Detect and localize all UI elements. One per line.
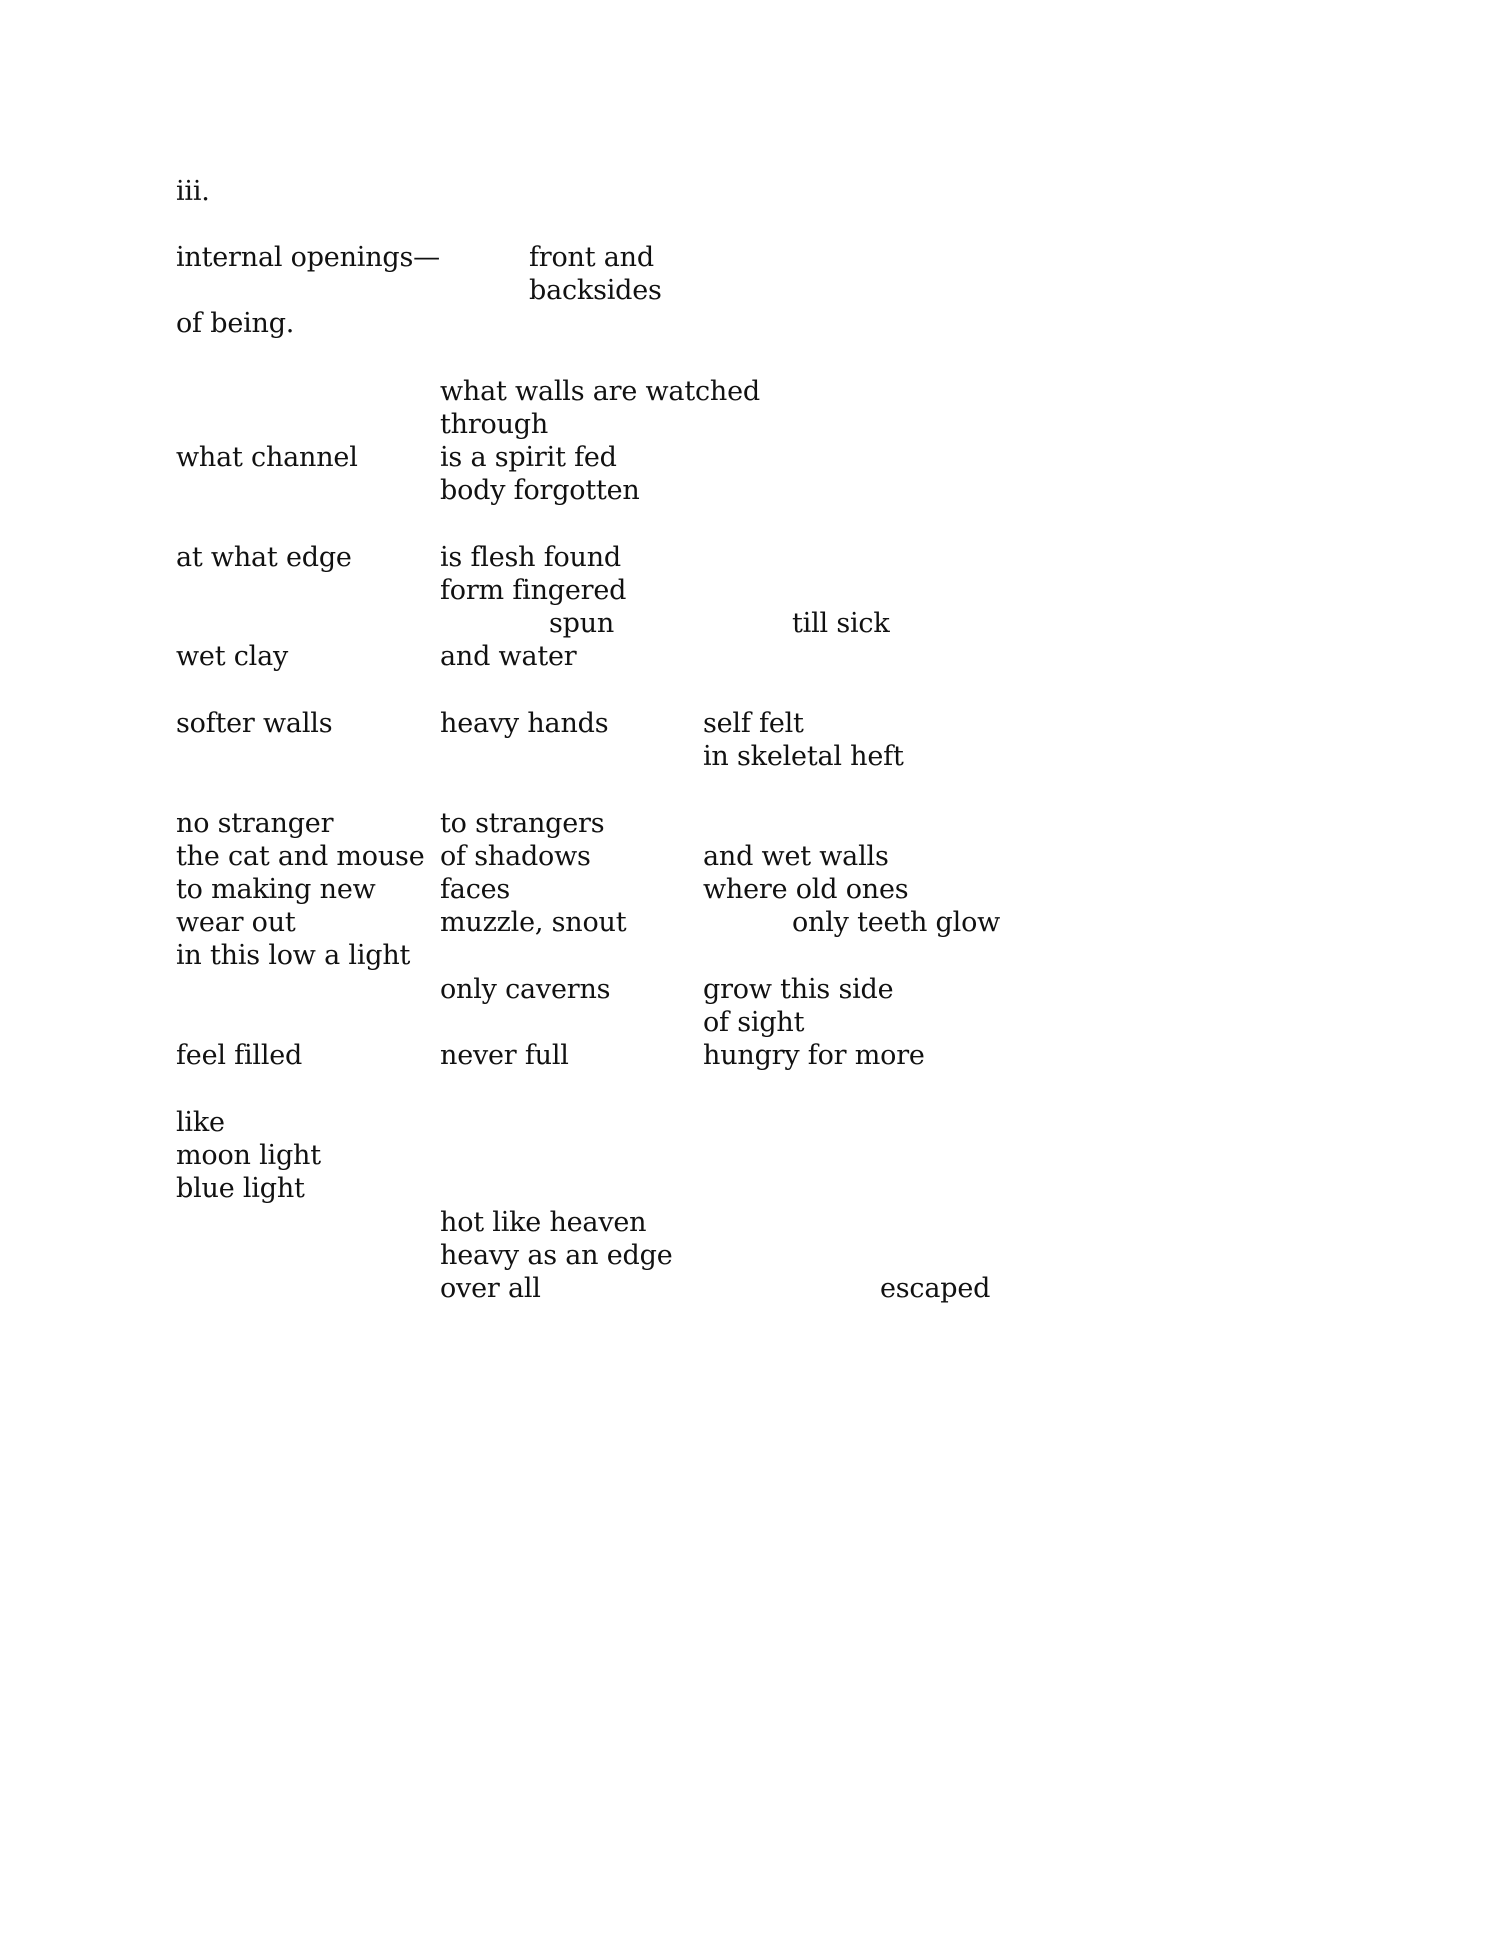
poem-line: never full (440, 1040, 569, 1071)
poem-line: to strangers (440, 808, 605, 839)
poem-line: spun (549, 608, 615, 639)
poem-line: hungry for more (703, 1040, 925, 1071)
poem-line: body forgotten (440, 475, 640, 506)
poem-line: what walls are watched (440, 376, 760, 407)
poem-line: like (176, 1107, 225, 1138)
poem-line: softer walls (176, 708, 333, 739)
poem-line: front and (529, 242, 654, 273)
poem-line: internal openings— (176, 242, 440, 273)
poem-line: faces (440, 874, 511, 905)
poem-line: feel filled (176, 1040, 303, 1071)
poem-line: hot like heaven (440, 1207, 647, 1238)
poem-line: in skeletal heft (703, 741, 904, 772)
poem-line: heavy as an edge (440, 1240, 673, 1271)
poem-line: wet clay (176, 641, 289, 672)
poem-line: the cat and mouse (176, 841, 425, 872)
poem-line: till sick (792, 608, 890, 639)
poem-line: grow this side (703, 974, 894, 1005)
poem-line: to making new (176, 874, 376, 905)
poem-line: of sight (703, 1007, 805, 1038)
poem-line: form fingered (440, 575, 627, 606)
poem-line: over all (440, 1273, 541, 1304)
poem-line: is a spirit fed (440, 442, 617, 473)
poem-line: what channel (176, 442, 358, 473)
poem-line: of shadows (440, 841, 591, 872)
poem-line: backsides (529, 275, 662, 306)
poem-line: escaped (880, 1273, 991, 1304)
poem-line: and wet walls (703, 841, 889, 872)
poem-line: moon light (176, 1140, 321, 1171)
poem-line: at what edge (176, 542, 352, 573)
poem-line: where old ones (703, 874, 909, 905)
poem-line: blue light (176, 1173, 305, 1204)
poem-line: heavy hands (440, 708, 609, 739)
poem-line: only caverns (440, 974, 611, 1005)
poem-line: through (440, 409, 549, 440)
poem-line: self felt (703, 708, 804, 739)
section-heading: iii. (176, 176, 210, 207)
poem-line: in this low a light (176, 940, 411, 971)
poem-line: and water (440, 641, 577, 672)
poem-line: of being. (176, 308, 295, 339)
poem-line: no stranger (176, 808, 334, 839)
poem-line: is flesh found (440, 542, 622, 573)
poem-line: wear out (176, 907, 296, 938)
poem-line: only teeth glow (792, 907, 1001, 938)
poem-line: muzzle, snout (440, 907, 627, 938)
